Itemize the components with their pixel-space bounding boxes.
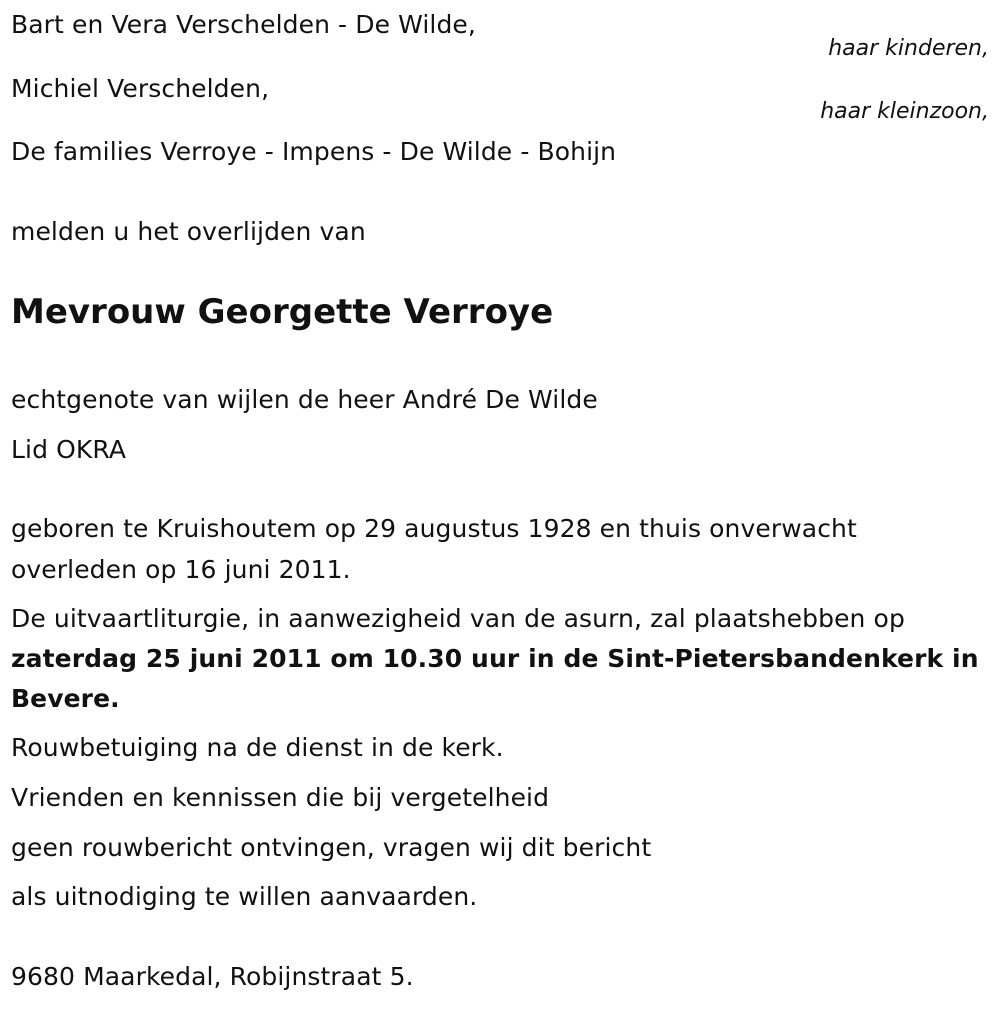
invitation-line-1: Vrienden en kennissen die bij vergetelheid [11, 783, 550, 812]
invitation-line-2: geen rouwbericht ontvingen, vragen wij dit bericht [11, 833, 652, 862]
relative-name-3: De families Verroye - Impens - De Wilde - Bohijn [11, 137, 617, 166]
spouse-line: echtgenote van wijlen de heer André De Wilde [11, 385, 598, 414]
relative-name-2: Michiel Verschelden, [11, 74, 270, 103]
announcement-text: melden u het overlijden van [11, 217, 366, 246]
relative-name-1: Bart en Vera Verschelden - De Wilde, [11, 10, 476, 39]
membership-line: Lid OKRA [11, 435, 127, 464]
address-line: 9680 Maarkedal, Robijnstraat 5. [11, 962, 414, 991]
birth-line: geboren te Kruishoutem op 29 augustus 1928 en thuis onverwacht [11, 514, 857, 543]
invitation-line-3: als uitnodiging te willen aanvaarden. [11, 882, 478, 911]
funeral-details-1: zaterdag 25 juni 2011 om 10.30 uur in de Sint-Pietersbandenkerk in [11, 644, 979, 673]
deceased-name: Mevrouw Georgette Verroye [11, 292, 554, 332]
death-line: overleden op 16 juni 2011. [11, 555, 351, 584]
condolence-line: Rouwbetuiging na de dienst in de kerk. [11, 733, 504, 762]
funeral-intro: De uitvaartliturgie, in aanwezigheid van de asurn, zal plaatshebben op [11, 604, 905, 633]
relative-relation-1: haar kinderen, [828, 36, 989, 61]
relative-relation-2: haar kleinzoon, [820, 99, 989, 124]
funeral-details-2: Bevere. [11, 684, 120, 713]
